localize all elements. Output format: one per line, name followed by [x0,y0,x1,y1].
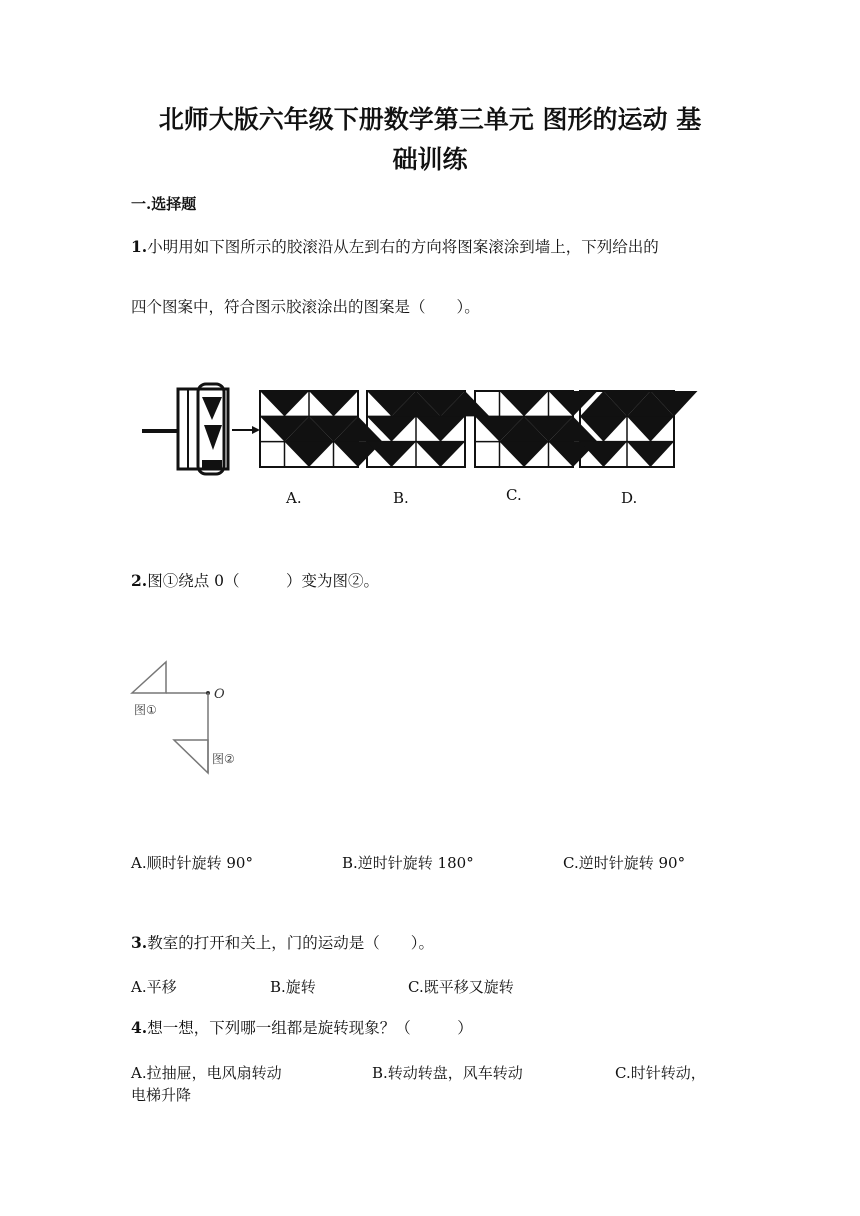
pattern-triangle [367,391,416,416]
pattern-triangle [309,391,358,416]
pattern-triangle [367,442,416,467]
q3-option-c[interactable]: C.既平移又旋转 [408,978,514,996]
grid-border [260,391,358,467]
pattern-triangle [604,391,651,416]
pattern-triangle [475,416,524,441]
pattern-triangle [260,391,309,416]
pattern-d [580,391,698,467]
title-line-2: 础训练 [392,145,468,174]
pattern-triangle [651,391,698,416]
q2-option-b[interactable]: B.逆时针旋转 180° [342,854,474,872]
q3-option-b[interactable]: B.旋转 [270,978,316,996]
question-1-number: 1. [131,237,148,256]
question-3-number: 3. [131,933,148,952]
question-2-number: 2. [131,571,148,590]
pattern-triangle [627,442,674,467]
q1-option-b[interactable]: B. [393,489,409,507]
q1-option-d[interactable]: D. [621,489,638,507]
grid-border [580,391,674,467]
question-3-text: 教室的打开和关上，门的运动是（ ）。 [147,934,434,952]
pattern-b [367,391,490,467]
pattern-triangle [367,416,416,441]
question-4-number: 4. [131,1018,148,1037]
point-o-label: O [214,687,225,702]
question-1-line-2: 四个图案中，符合图示胶滚涂出的图案是（ ）。 [131,298,480,316]
title-line-1: 北师大版六年级下册数学第三单元 图形的运动 基 [158,105,702,134]
pattern-c [475,391,598,467]
q4-option-c-continued: 电梯升降 [131,1086,192,1104]
question-3 [131,932,434,954]
q4-option-a[interactable]: A.拉抽屉，电风扇转动 [131,1064,282,1082]
pattern-a [260,391,383,467]
figure-2-label: 图② [212,752,235,766]
q1-option-a[interactable]: A. [286,489,302,507]
pattern-triangle [627,416,674,441]
question-4-text: 想一想，下列哪一组都是旋转现象？（ ） [147,1019,473,1037]
q4-option-b[interactable]: B.转动转盘，风车转动 [372,1064,523,1082]
q3-option-a[interactable]: A.平移 [131,978,177,996]
question-2 [131,570,379,592]
question-4 [131,1017,473,1039]
pattern-triangle [580,391,627,416]
pattern-triangle [285,416,334,441]
pattern-triangle [549,442,598,467]
q2-option-a[interactable]: A.顺时针旋转 90° [131,854,253,872]
pattern-triangle [416,391,465,416]
pattern-triangle [500,391,549,416]
pattern-triangle [524,416,573,441]
pattern-triangle [416,442,465,467]
question-1-text: 小明用如下图所示的胶滚沿从左到右的方向将图案滚涂到墙上，下列给出的 [147,238,659,256]
question-1-line-1 [131,236,659,258]
pattern-triangle [580,442,627,467]
pattern-triangle [334,442,383,467]
grid-border [367,391,465,467]
pattern-triangle [580,416,627,441]
pattern-triangle [441,391,490,416]
pattern-triangle [500,442,549,467]
q1-option-c[interactable]: C. [506,486,522,504]
pattern-triangle [416,416,465,441]
pattern-triangle [285,442,334,467]
pattern-triangle [549,416,598,441]
grid-border [475,391,573,467]
pattern-triangle [334,416,383,441]
figure-1-label: 图① [134,703,157,717]
section-heading: 一.选择题 [131,195,197,213]
pattern-triangle [549,391,598,416]
q4-option-c[interactable]: C.时针转动， [615,1064,706,1082]
pattern-triangle [392,391,441,416]
pattern-triangle [309,416,358,441]
pattern-triangle [500,416,549,441]
q2-option-c[interactable]: C.逆时针旋转 90° [563,854,686,872]
pattern-triangle [260,416,309,441]
question-2-text: 图①绕点 0（ ）变为图②。 [147,572,379,590]
page-title [120,100,740,180]
pattern-triangle [627,391,674,416]
